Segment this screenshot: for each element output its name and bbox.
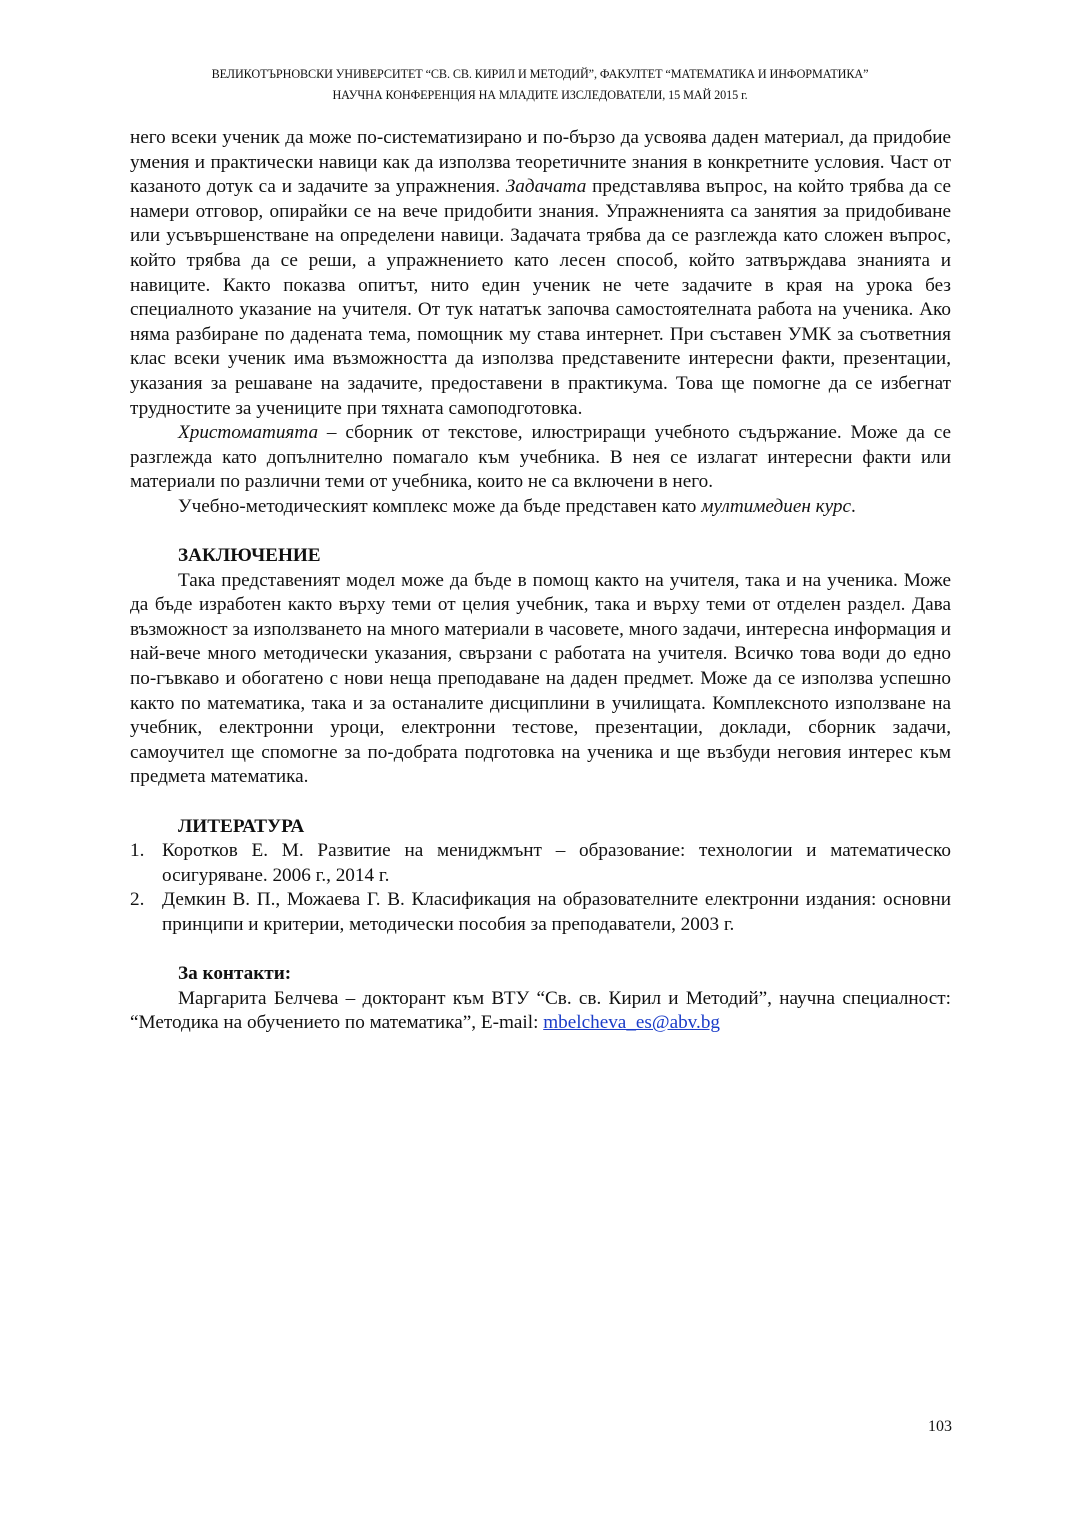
conclusion-text: Така представеният модел може да бъде в помощ както на учителя, така и на ученика. Може да бъде изработен както върху теми от целия учебник, така и върху теми от отделен раздел. Дава възможност за използването на много материали в часовете, много задачи, интересна информация и най-вече много методически указания, свързани с работата на учителя. Всичко това води до едно по-гъвкаво и обогатено с нови неща преподаване на даден предмет. Може да се използва успешно както по математика, така и за останалите дисциплини в училищата. Комплексното използване на учебник, електронни уроци, електронни тестове, презентации, доклади, сборник задачи, самоучител ще спомогне за по-добрата подготовка на ученика и ще възбуди неговия интерес към предмета математика. [130, 569, 951, 788]
reference-text: Демкин В. П., Можаева Г. В. Класификация на образователните електронни издания: основни принципи и критерии, методически пособия за преподаватели, 2003 г. [162, 889, 951, 935]
reference-item [130, 839, 951, 888]
reference-number: 1. [130, 840, 145, 862]
running-header [120, 64, 960, 106]
term-chrestomathy: Христоматията [178, 422, 319, 444]
reference-text: Коротков Е. М. Развитие на мениджмънт – образование: технологии и математическо осигуряване. 2006 г., 2014 г. [162, 840, 951, 886]
term-multimedia-course: мултимедиен курс [701, 495, 852, 517]
paragraph-multimedia [130, 495, 951, 520]
paragraph-tasks-text-b: представлява въпрос, на който трябва да се намери отговор, опирайки се на вече придобити знания. Упражненията са занятия за придобиване или усъвършенстване на определени навици. Задачата трябва да се разглежда като сложен въпрос, който трябва да се реши, а упражнението като лесен способ, който затвърждава знанията и навиците. Както показва опитът, нито един ученик не чете задачите в края на урока без специалното указание на учителя. От тук нататък започва самостоятелната работа на ученика. Ако няма разбиране по дадената тема, помощник му става интернет. При съставен УМК за съответния клас всеки ученик има възможността да използва представените интересни факти, презентации, указания за решаване на задачите, предоставени в практикума. Това ще помогне да се избегнат трудностите за учениците при тяхната самоподготовка. [130, 176, 951, 419]
paragraph-multimedia-end: . [851, 495, 856, 517]
paragraph-chrestomathy-text: – сборник от текстове, илюстриращи учебното съдържание. Може да се разглежда като допълнително помагало към учебника. В нея се излагат интересни факти или материали по различни теми от учебника, които не са включени в него. [130, 422, 951, 493]
paragraph-multimedia-text: Учебно-методическият комплекс може да бъде представен като [178, 495, 702, 517]
header-university-line: ВЕЛИКОТЪРНОВСКИ УНИВЕРСИТЕТ “СВ. СВ. КИРИЛ И МЕТОДИЙ”, ФАКУЛТЕТ “МАТЕМАТИКА И ИНФОРМАТИКА” [211, 67, 869, 81]
email-link[interactable]: mbelcheva_es@abv.bg [543, 1012, 721, 1034]
literature-heading: ЛИТЕРАТУРА [178, 815, 305, 837]
page-number: 103 [928, 1418, 952, 1435]
term-task: Задачата [505, 176, 587, 198]
page-content [130, 126, 951, 1036]
references-list [130, 839, 951, 937]
paragraph-tasks [130, 126, 951, 421]
paragraph-chrestomathy [130, 421, 951, 495]
reference-item [130, 888, 951, 937]
conclusion-heading: ЗАКЛЮЧЕНИЕ [178, 545, 321, 567]
contacts-text [130, 987, 951, 1036]
paragraph-tasks-text-a: него всеки ученик да може по-систематизирано и по-бързо да усвоява даден материал, да придобие умения и практически навици как да използва теоретичните знания в конкретните условия. Част от казаното дотук са и задачите за упражнения. [130, 127, 951, 198]
reference-number: 2. [130, 889, 145, 911]
contacts-heading: За контакти: [178, 963, 292, 985]
contacts-description: Маргарита Белчева – докторант към ВТУ “Св. св. Кирил и Методий”, научна специалност: “Методика на обучението по математика”, E-mail: [130, 987, 951, 1034]
header-conference-line: НАУЧНА КОНФЕРЕНЦИЯ НА МЛАДИТЕ ИЗСЛЕДОВАТЕЛИ, 15 МАЙ 2015 г. [332, 88, 748, 102]
